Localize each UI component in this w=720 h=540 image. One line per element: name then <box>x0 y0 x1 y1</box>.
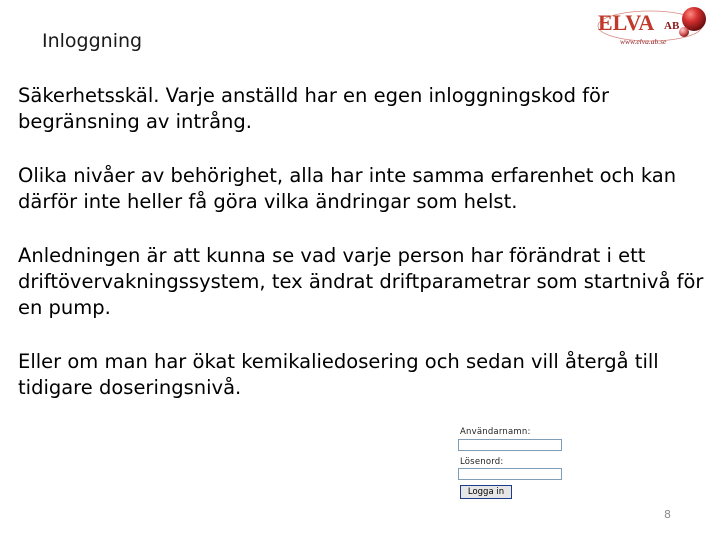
username-label: Användarnamn: <box>460 427 531 437</box>
company-logo <box>588 2 714 50</box>
username-field[interactable] <box>458 439 562 451</box>
login-form-screenshot <box>458 425 568 505</box>
password-field[interactable] <box>458 468 562 480</box>
svg-text:ELVA: ELVA <box>598 10 655 35</box>
password-label: Lösenord: <box>460 457 504 467</box>
svg-text:www.elva.ab.se: www.elva.ab.se <box>620 37 667 46</box>
paragraph: Olika nivåer av behörighet, alla har inte samma erfarenhet och kan därför inte heller få göra vilka ändringar som helst. <box>18 164 677 213</box>
paragraph: Eller om man har ökat kemikaliedosering och sedan vill återgå till tidigare doseringsnivå. <box>18 350 659 399</box>
login-button[interactable]: Logga in <box>460 485 512 499</box>
paragraph: Säkerhetsskäl. Varje anställd har en egen inloggningskod för begränsning av intrång. <box>18 84 609 133</box>
svg-text:AB: AB <box>664 20 680 32</box>
elva-logo-icon <box>588 2 714 50</box>
paragraph: Anledningen är att kunna se vad varje person har förändrat i ett driftövervakningssystem, tex ändrat driftparametrar som startnivå för en pump. <box>18 244 704 319</box>
slide-title: Inloggning <box>42 30 143 52</box>
slide-body <box>18 83 708 429</box>
page-number: 8 <box>664 508 671 521</box>
